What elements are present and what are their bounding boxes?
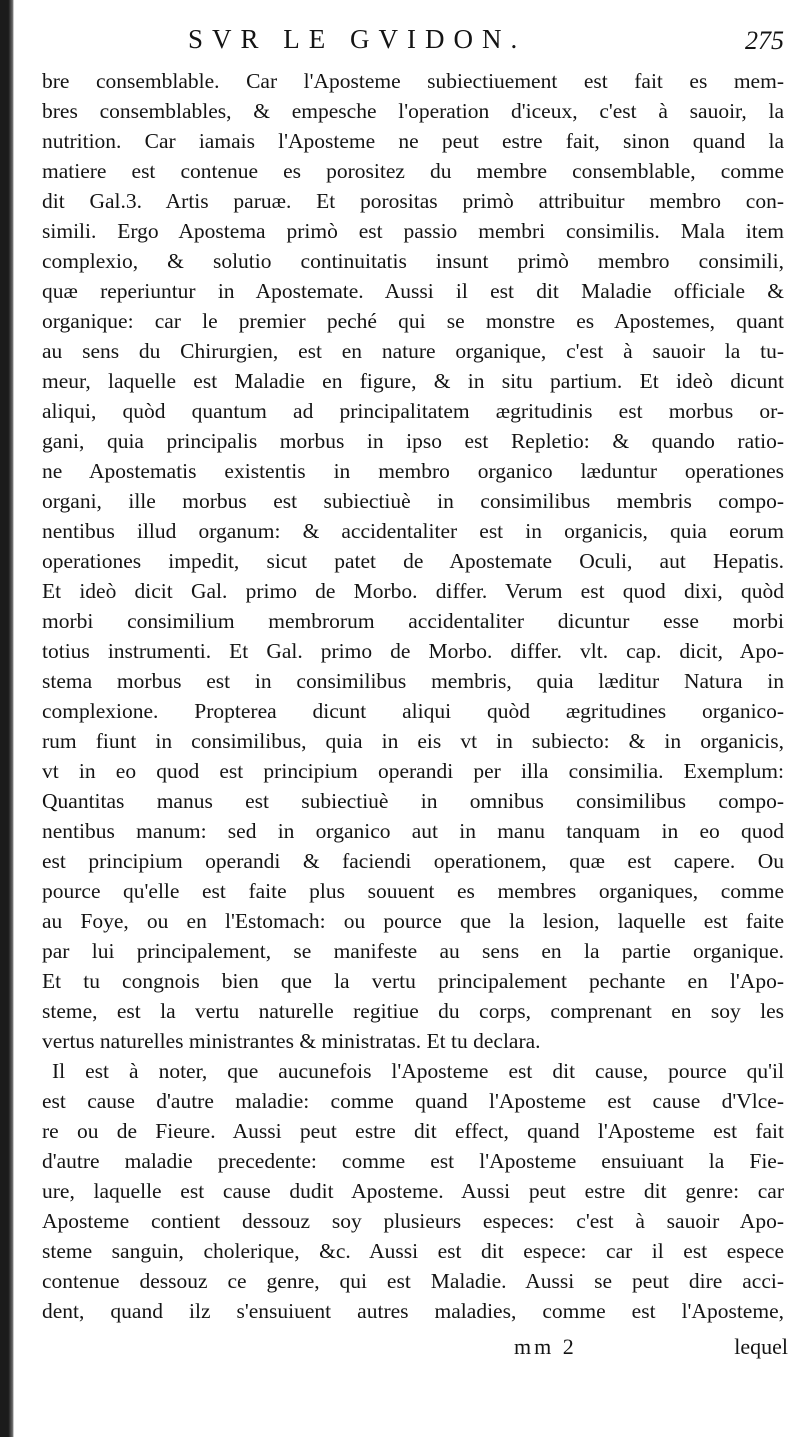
text-line: au sens du Chirurgien, est en nature organique, c'est à sauoir la tu-	[42, 339, 784, 363]
text-line: nutrition. Car iamais l'Aposteme ne peut estre fait, sinon quand la	[42, 129, 784, 153]
page-number: 275	[745, 26, 784, 55]
text-line: morbi consimilium membrorum accidentaliter dicuntur esse morbi	[42, 609, 784, 633]
page-footer	[40, 1334, 792, 1374]
text-line: steme sanguin, cholerique, &c. Aussi est dit espece: car il est espece	[42, 1239, 784, 1263]
text-line: vertus naturelles ministrantes & ministratas. Et tu declara.	[42, 1029, 541, 1053]
text-line: pource qu'elle est faite plus souuent es membres organiques, comme	[42, 879, 784, 903]
signature-mark: mm 2	[514, 1334, 577, 1359]
text-line: Et ideò dicit Gal. primo de Morbo. differ. Verum est quod dixi, quòd	[42, 579, 784, 603]
text-line: est cause d'autre maladie: comme quand l'Aposteme est cause d'Vlce-	[42, 1089, 784, 1113]
text-line: matiere est contenue es porositez du membre consemblable, comme	[42, 159, 784, 183]
text-line: simili. Ergo Apostema primò est passio membri consimilis. Mala item	[42, 219, 784, 243]
text-line: au Foye, ou en l'Estomach: ou pource que la lesion, laquelle est faite	[42, 909, 784, 933]
text-line: nentibus manum: sed in organico aut in manu tanquam in eo quod	[42, 819, 784, 843]
text-line: operationes impedit, sicut patet de Apostemate Oculi, aut Hepatis.	[42, 549, 784, 573]
text-line: Il est à noter, que aucunefois l'Aposteme est dit cause, pource qu'il	[52, 1059, 784, 1083]
text-line: est principium operandi & faciendi operationem, quæ est capere. Ou	[42, 849, 784, 873]
text-line: rum fiunt in consimilibus, quia in eis vt in subiecto: & in organicis,	[42, 729, 784, 753]
running-head	[40, 22, 792, 62]
text-line: d'autre maladie precedente: comme est l'Aposteme ensuiuant la Fie-	[42, 1149, 784, 1173]
text-line: bre consemblable. Car l'Aposteme subiectiuement est fait es mem-	[42, 69, 784, 93]
body-text	[42, 66, 784, 1326]
text-line: Aposteme contient dessouz soy plusieurs especes: c'est à sauoir Apo-	[42, 1209, 784, 1233]
text-line: re ou de Fieure. Aussi peut estre dit effect, quand l'Aposteme est fait	[42, 1119, 784, 1143]
text-line: steme, est la vertu naturelle regitiue du corps, comprenant en soy les	[42, 999, 784, 1023]
book-page	[40, 22, 792, 1422]
text-line: bres consemblables, & empesche l'operation d'iceux, c'est à sauoir, la	[42, 99, 784, 123]
text-line: nentibus illud organum: & accidentaliter est in organicis, quia eorum	[42, 519, 784, 543]
text-line: quæ reperiuntur in Apostemate. Aussi il est dit Maladie officiale &	[42, 279, 784, 303]
text-line: organique: car le premier peché qui se monstre es Apostemes, quant	[42, 309, 784, 333]
text-line: contenue dessouz ce genre, qui est Maladie. Aussi se peut dire acci-	[42, 1269, 784, 1293]
text-line: ne Apostematis existentis in membro organico læduntur operationes	[42, 459, 784, 483]
text-line: totius instrumenti. Et Gal. primo de Morbo. differ. vlt. cap. dicit, Apo-	[42, 639, 784, 663]
catchword: lequel	[734, 1334, 788, 1359]
text-line: organi, ille morbus est subiectiuè in consimilibus membris compo-	[42, 489, 784, 513]
text-line: meur, laquelle est Maladie en figure, & in situ partium. Et ideò dicunt	[42, 369, 784, 393]
text-line: dit Gal.3. Artis paruæ. Et porositas primò attribuitur membro con-	[42, 189, 784, 213]
text-line: stema morbus est in consimilibus membris, quia læditur Natura in	[42, 669, 784, 693]
text-line: vt in eo quod est principium operandi per illa consimilia. Exemplum:	[42, 759, 784, 783]
text-line: complexio, & solutio continuitatis insunt primò membro consimili,	[42, 249, 784, 273]
text-line: aliqui, quòd quantum ad principalitatem ægritudinis est morbus or-	[42, 399, 784, 423]
text-line: complexione. Propterea dicunt aliqui quòd ægritudines organico-	[42, 699, 784, 723]
text-line: Et tu congnois bien que la vertu principalement pechante en l'Apo-	[42, 969, 784, 993]
text-line: dent, quand ilz s'ensuiuent autres maladies, comme est l'Aposteme,	[42, 1299, 784, 1323]
running-title: SVR LE GVIDON.	[188, 24, 527, 54]
text-line: ure, laquelle est cause dudit Aposteme. Aussi peut estre dit genre: car	[42, 1179, 784, 1203]
text-line: par lui principalement, se manifeste au sens en la partie organique.	[42, 939, 784, 963]
text-line: gani, quia principalis morbus in ipso est Repletio: & quando ratio-	[42, 429, 784, 453]
text-line: Quantitas manus est subiectiuè in omnibus consimilibus compo-	[42, 789, 784, 813]
scan-binding-shadow	[0, 0, 14, 1437]
